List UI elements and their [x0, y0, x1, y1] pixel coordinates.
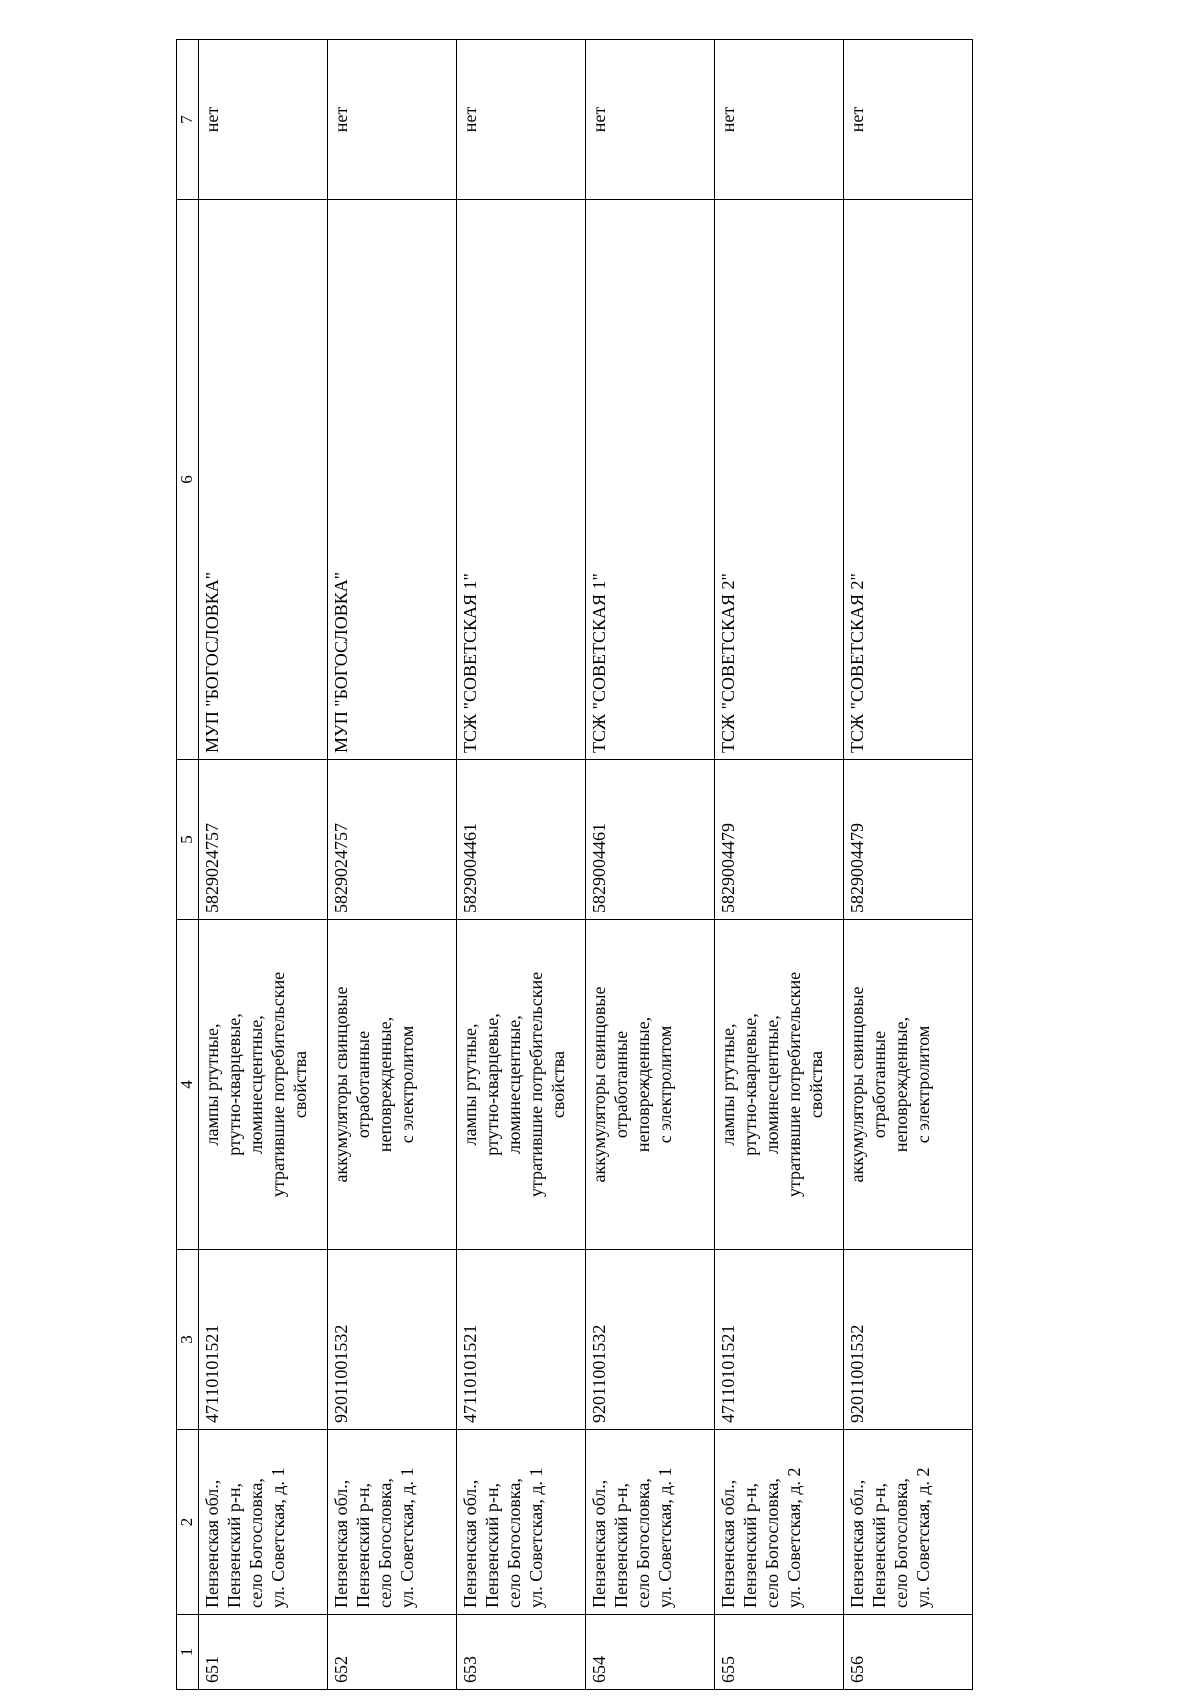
- organization-cell: ТСЖ "СОВЕТСКАЯ 1": [456, 200, 585, 760]
- address-cell-line: ул. Советская, д. 1: [267, 1467, 288, 1608]
- address-cell-line: ул. Советская, д. 1: [654, 1467, 675, 1608]
- waste-name-cell-line: с электролитом: [912, 1025, 933, 1144]
- address-cell: [585, 1430, 714, 1615]
- address-cell-line: село Богословка,: [374, 1478, 395, 1608]
- row-number-cell: 653: [456, 1615, 585, 1690]
- waste-name-cell: [714, 920, 843, 1250]
- waste-name-cell-line: утратившие потребительские: [267, 971, 288, 1198]
- waste-name-cell-line: свойства: [289, 1050, 310, 1119]
- address-cell-line: Пензенский р-н,: [223, 1483, 244, 1608]
- inn-cell: 5829024757: [327, 760, 456, 920]
- waste-name-cell-line: неповрежденные,: [632, 1016, 653, 1153]
- waste-name-cell-line: аккумуляторы свинцовые: [846, 986, 867, 1183]
- organization-cell: МУП "БОГОСЛОВКА": [198, 200, 327, 760]
- waste-name-cell-line: люминесцентные,: [761, 1015, 782, 1154]
- address-cell-line: Пензенская обл.,: [459, 1479, 480, 1608]
- address-cell-line: ул. Советская, д. 2: [783, 1467, 804, 1608]
- waste-name-cell-line: отработанные: [352, 1030, 373, 1139]
- flag-cell: нет: [843, 40, 972, 200]
- waste-name-cell-line: свойства: [547, 1050, 568, 1119]
- column-header: 3: [177, 1250, 199, 1430]
- waste-name-cell-line: ртутно-кварцевые,: [739, 1013, 760, 1156]
- organization-cell: ТСЖ "СОВЕТСКАЯ 2": [843, 200, 972, 760]
- table-row: [843, 40, 972, 1690]
- address-cell-line: ул. Советская, д. 1: [525, 1467, 546, 1608]
- address-cell-line: село Богословка,: [245, 1478, 266, 1608]
- waste-code-cell: 47110101521: [198, 1250, 327, 1430]
- waste-name-cell: [585, 920, 714, 1250]
- address-cell-line: Пензенский р-н,: [739, 1483, 760, 1608]
- waste-name-cell-line: отработанные: [610, 1030, 631, 1139]
- waste-name-cell-line: люминесцентные,: [503, 1015, 524, 1154]
- flag-cell: нет: [327, 40, 456, 200]
- flag-cell: нет: [456, 40, 585, 200]
- address-cell-line: село Богословка,: [632, 1478, 653, 1608]
- waste-name-cell-line: отработанные: [868, 1030, 889, 1139]
- address-cell-line: ул. Советская, д. 1: [396, 1467, 417, 1608]
- table-row: [585, 40, 714, 1690]
- table-row: [198, 40, 327, 1690]
- waste-name-cell-line: ртутно-кварцевые,: [223, 1013, 244, 1156]
- waste-name-cell-line: люминесцентные,: [245, 1015, 266, 1154]
- column-header: 1: [177, 1615, 199, 1690]
- address-cell-line: Пензенская обл.,: [588, 1479, 609, 1608]
- address-cell: [327, 1430, 456, 1615]
- address-cell-line: Пензенская обл.,: [201, 1479, 222, 1608]
- address-cell-line: село Богословка,: [761, 1478, 782, 1608]
- column-header: 5: [177, 760, 199, 920]
- address-cell-line: Пензенская обл.,: [330, 1479, 351, 1608]
- waste-name-cell: [327, 920, 456, 1250]
- flag-cell: нет: [585, 40, 714, 200]
- column-header: 2: [177, 1430, 199, 1615]
- waste-name-cell: [198, 920, 327, 1250]
- column-header: 6: [177, 200, 199, 760]
- table-row: [714, 40, 843, 1690]
- waste-name-cell-line: неповрежденные,: [890, 1016, 911, 1153]
- column-header: 7: [177, 40, 199, 200]
- inn-cell: 5829004479: [843, 760, 972, 920]
- waste-code-cell: 47110101521: [714, 1250, 843, 1430]
- rotated-page: [176, 40, 971, 1690]
- address-cell-line: Пензенский р-н,: [481, 1483, 502, 1608]
- row-number-cell: 655: [714, 1615, 843, 1690]
- waste-name-cell-line: лампы ртутные,: [201, 1023, 222, 1146]
- waste-name-cell: [843, 920, 972, 1250]
- table-row: [327, 40, 456, 1690]
- address-cell-line: ул. Советская, д. 2: [912, 1467, 933, 1608]
- waste-name-cell-line: с электролитом: [396, 1025, 417, 1144]
- organization-cell: ТСЖ "СОВЕТСКАЯ 2": [714, 200, 843, 760]
- address-cell-line: село Богословка,: [503, 1478, 524, 1608]
- waste-name-cell-line: утратившие потребительские: [525, 971, 546, 1198]
- flag-cell: нет: [198, 40, 327, 200]
- row-number-cell: 654: [585, 1615, 714, 1690]
- address-cell-line: село Богословка,: [890, 1478, 911, 1608]
- waste-name-cell-line: ртутно-кварцевые,: [481, 1013, 502, 1156]
- waste-code-cell: 47110101521: [456, 1250, 585, 1430]
- waste-registry-table: [176, 39, 973, 1690]
- row-number-cell: 652: [327, 1615, 456, 1690]
- address-cell: [843, 1430, 972, 1615]
- waste-name-cell-line: лампы ртутные,: [459, 1023, 480, 1146]
- header-row: [177, 40, 199, 1690]
- waste-name-cell-line: с электролитом: [654, 1025, 675, 1144]
- table-row: [456, 40, 585, 1690]
- waste-code-cell: 92011001532: [327, 1250, 456, 1430]
- waste-name-cell-line: неповрежденные,: [374, 1016, 395, 1153]
- address-cell-line: Пензенская обл.,: [846, 1479, 867, 1608]
- address-cell-line: Пензенский р-н,: [352, 1483, 373, 1608]
- waste-name-cell-line: аккумуляторы свинцовые: [588, 986, 609, 1183]
- organization-cell: МУП "БОГОСЛОВКА": [327, 200, 456, 760]
- waste-name-cell-line: аккумуляторы свинцовые: [330, 986, 351, 1183]
- address-cell: [714, 1430, 843, 1615]
- address-cell-line: Пензенский р-н,: [610, 1483, 631, 1608]
- waste-code-cell: 92011001532: [843, 1250, 972, 1430]
- inn-cell: 5829024757: [198, 760, 327, 920]
- waste-name-cell-line: свойства: [805, 1050, 826, 1119]
- row-number-cell: 656: [843, 1615, 972, 1690]
- waste-name-cell-line: утратившие потребительские: [783, 971, 804, 1198]
- column-header: 4: [177, 920, 199, 1250]
- organization-cell: ТСЖ "СОВЕТСКАЯ 1": [585, 200, 714, 760]
- address-cell-line: Пензенский р-н,: [868, 1483, 889, 1608]
- inn-cell: 5829004461: [585, 760, 714, 920]
- address-cell: [456, 1430, 585, 1615]
- inn-cell: 5829004461: [456, 760, 585, 920]
- address-cell: [198, 1430, 327, 1615]
- flag-cell: нет: [714, 40, 843, 200]
- row-number-cell: 651: [198, 1615, 327, 1690]
- waste-name-cell-line: лампы ртутные,: [717, 1023, 738, 1146]
- waste-code-cell: 92011001532: [585, 1250, 714, 1430]
- address-cell-line: Пензенская обл.,: [717, 1479, 738, 1608]
- inn-cell: 5829004479: [714, 760, 843, 920]
- waste-name-cell: [456, 920, 585, 1250]
